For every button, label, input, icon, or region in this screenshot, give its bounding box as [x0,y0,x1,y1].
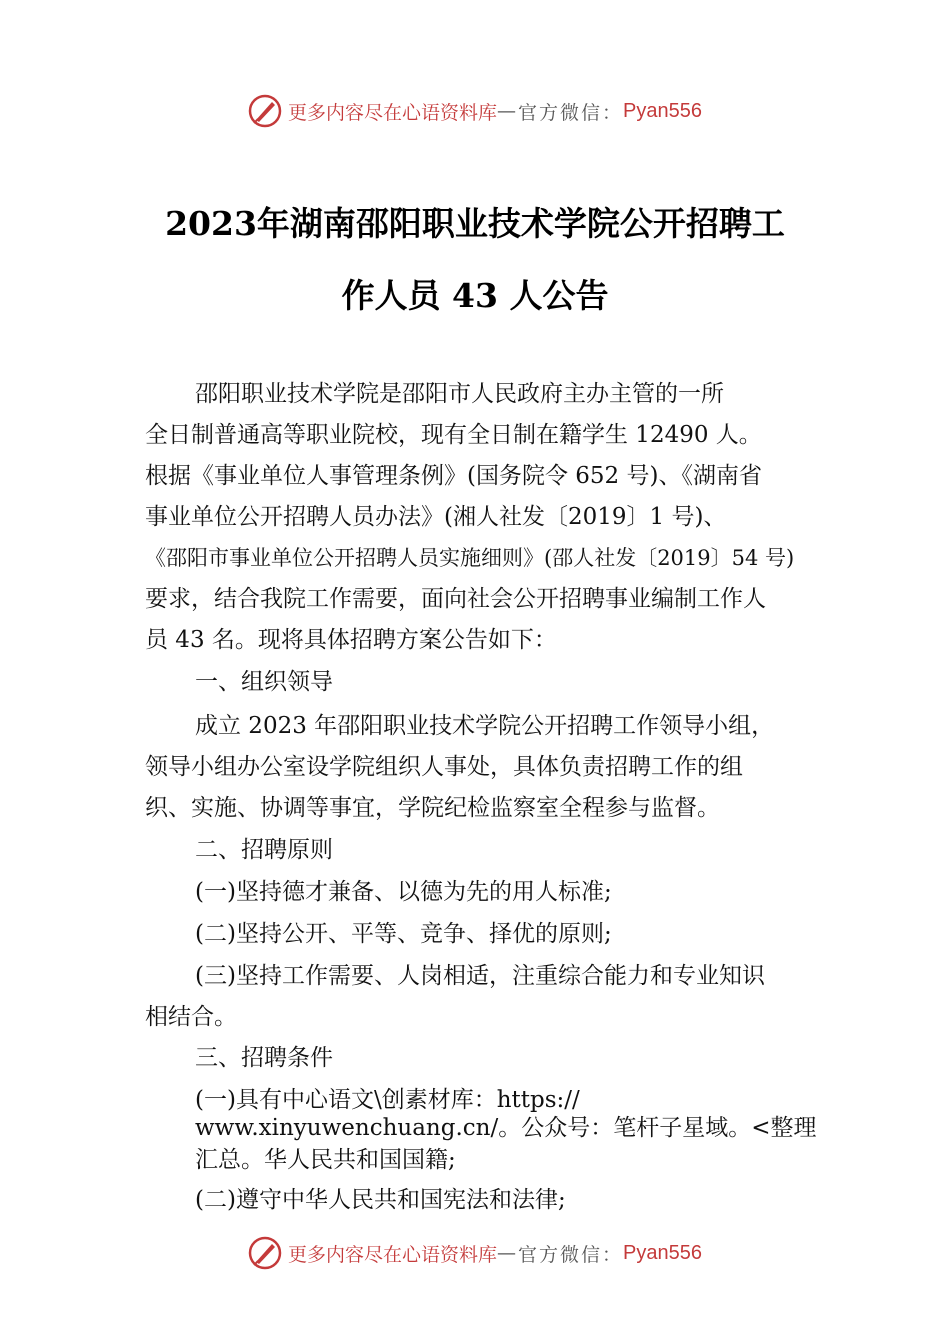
watermark-text: 更多内容尽在心语资料库 [288,101,498,124]
section-heading-2: 二、招聘原则 [195,837,333,863]
condition-2: (二)遵守中华人民共和国宪法和法律; [195,1187,566,1213]
condition-1-line-2: www.xinyuwenchuang.cn/。公众号：笔杆子星域。<整理 [195,1115,817,1141]
watermark-dash: — [497,100,519,122]
document-title-line2: 作人员 43 人公告 [341,276,609,315]
intro-line-7: 员 43 名。现将具体招聘方案公告如下： [145,627,557,653]
section-heading-3: 三、招聘条件 [195,1045,333,1071]
watermark-id: Pyan556 [623,99,702,122]
intro-line-3: 根据《事业单位人事管理条例》(国务院令 652 号)、《湖南省 [145,463,762,489]
condition-1-line-3: 汇总。华人民共和国国籍; [195,1147,456,1173]
intro-line-5: 《邵阳市事业单位公开招聘人员实施细则》(邵人社发〔2019〕54 号) [145,546,795,570]
footer-watermark [0,1236,950,1270]
quill-logo-icon [248,1236,282,1270]
intro-line-4: 事业单位公开招聘人员办法》(湘人社发〔2019〕1 号)、 [145,504,727,530]
condition-1-line-1: (一)具有中心语文\创素材库：https:// [195,1087,580,1113]
quill-logo-icon [248,94,282,128]
watermark-label: 官方微信： [518,101,624,124]
intro-line-6: 要求，结合我院工作需要，面向社会公开招聘事业编制工作人 [145,586,766,612]
watermark-label: 官方微信： [518,1243,624,1266]
document-title-line1: 2023年湖南邵阳职业技术学院公开招聘工 [165,204,785,243]
section-heading-1: 一、组织领导 [195,669,333,695]
intro-line-1: 邵阳职业技术学院是邵阳市人民政府主办主管的一所 [195,381,724,407]
principle-3-line-1: (三)坚持工作需要、人岗相适，注重综合能力和专业知识 [195,963,765,989]
watermark-id: Pyan556 [623,1241,702,1264]
leadership-line-3: 织、实施、协调等事宜，学院纪检监察室全程参与监督。 [145,795,720,821]
intro-line-2: 全日制普通高等职业院校，现有全日制在籍学生 12490 人。 [145,422,762,448]
leadership-line-1: 成立 2023 年邵阳职业技术学院公开招聘工作领导小组， [195,713,775,739]
leadership-line-2: 领导小组办公室设学院组织人事处，具体负责招聘工作的组 [145,754,743,780]
watermark-text: 更多内容尽在心语资料库 [288,1243,498,1266]
principle-2: (二)坚持公开、平等、竞争、择优的原则; [195,921,612,947]
watermark-dash: — [497,1242,519,1264]
header-watermark [0,94,950,128]
principle-1: (一)坚持德才兼备、以德为先的用人标准; [195,879,612,905]
principle-3-line-2: 相结合。 [145,1004,237,1030]
